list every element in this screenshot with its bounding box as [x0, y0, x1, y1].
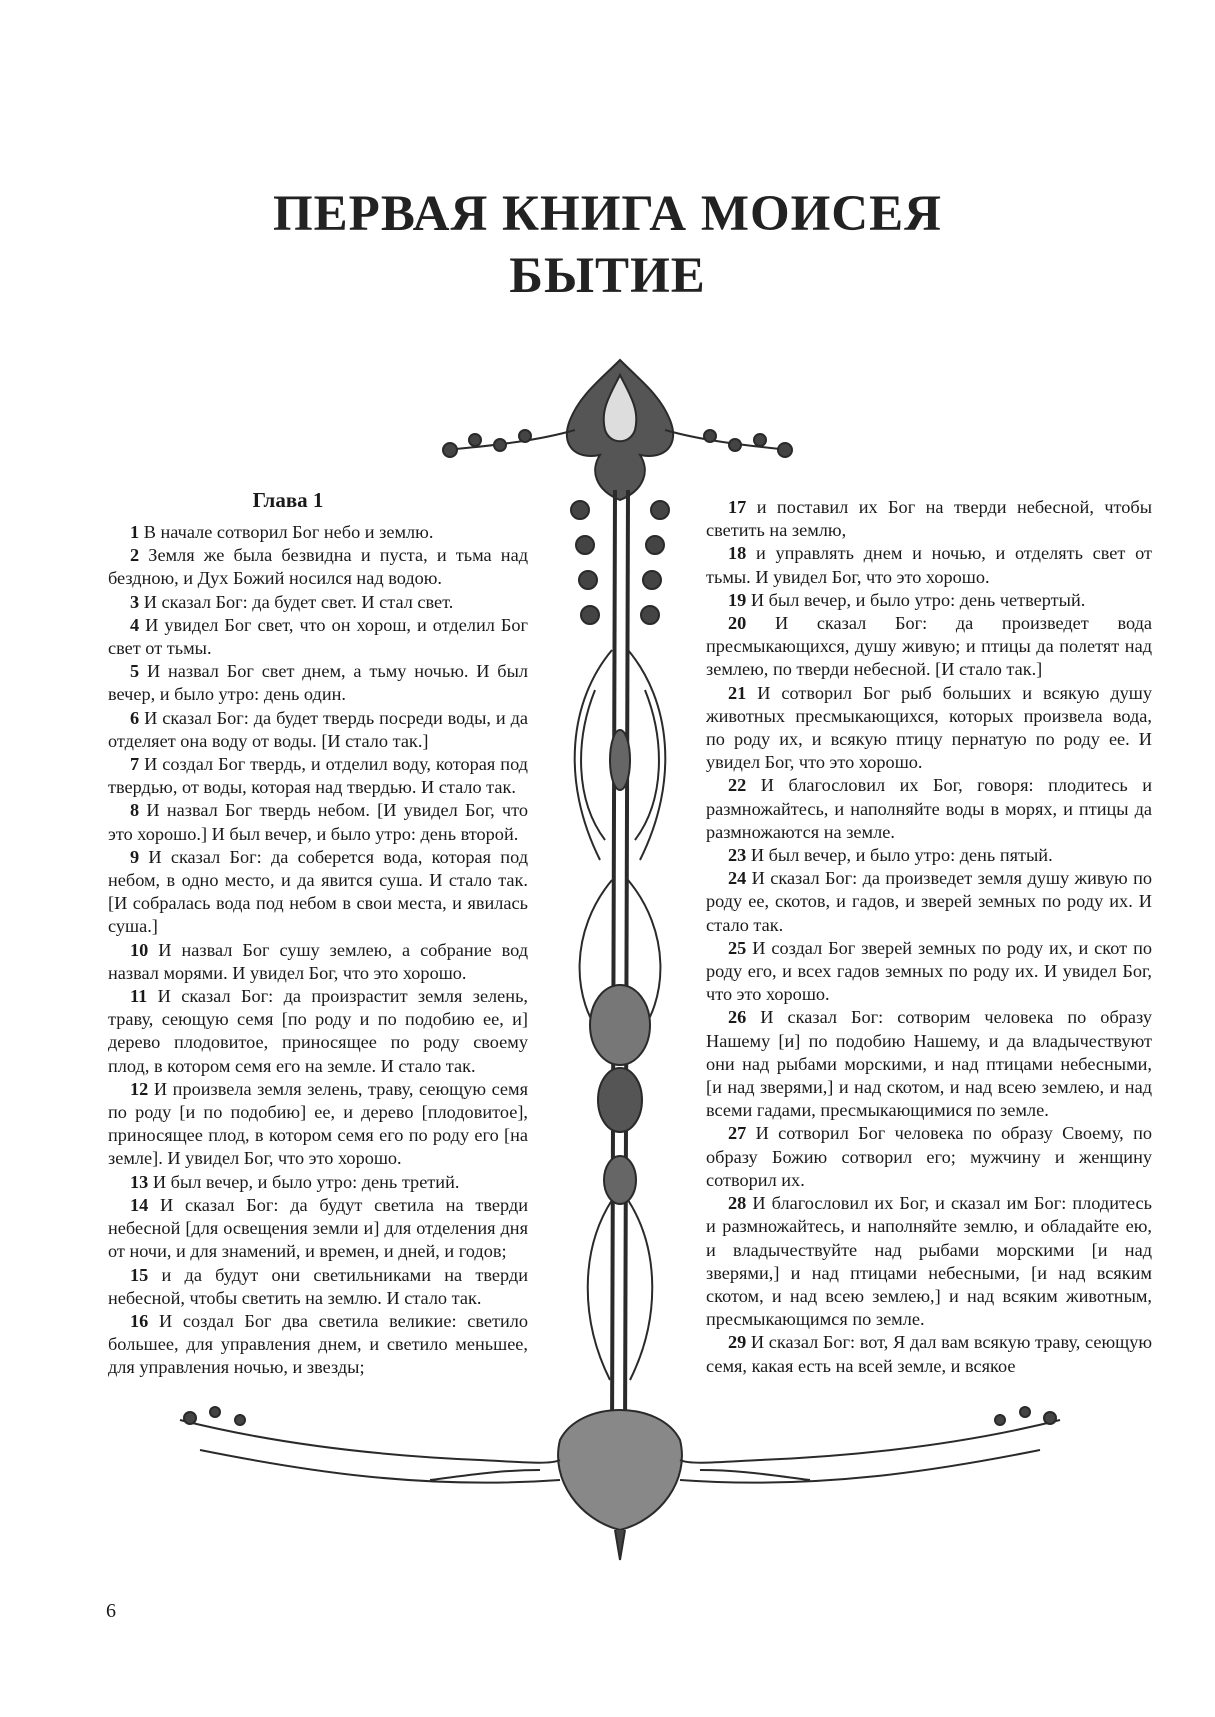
verse: [108, 1171, 528, 1194]
verse-text: В начале сотворил Бог небо и землю.: [139, 522, 434, 542]
verse-number: 22: [728, 775, 747, 796]
verse-text: И сказал Бог: вот, Я дал вам всякую траву, сеющую семя, какая есть на всей земле, и всякое: [706, 1332, 1152, 1376]
verse-number: 19: [728, 589, 747, 610]
verse-text: И создал Бог твердь, и отделил воду, которая под твердью, от воды, которая над твердью. И стало так.: [108, 754, 528, 798]
verse-text: И сотворил Бог человека по образу Своему, по образу Божию сотворил его; мужчину и женщину сотворил их.: [706, 1123, 1152, 1190]
verse-number: 21: [728, 682, 747, 703]
verse-number: 24: [728, 868, 747, 889]
verse-number: 10: [130, 939, 149, 960]
verse: [706, 774, 1152, 844]
verse: [108, 1194, 528, 1264]
verse-number: 1: [130, 522, 140, 542]
verse-text: И благословил их Бог, говоря: плодитесь и размножайтесь, и наполняйте воды в морях, и птицы да размножаются на земле.: [706, 775, 1152, 842]
verse: [108, 544, 528, 590]
book-title: [0, 183, 1215, 307]
verse-number: 4: [130, 614, 140, 635]
verse: [108, 799, 528, 845]
verse: [108, 591, 528, 614]
verse-text: И благословил их Бог, и сказал им Бог: плодитесь и размножайтесь, и наполняйте землю, и обладайте ею, и владычествуйте над рыбами морскими [и над зверями,] и над птицами небесными, [и над всяким скотом, и над всею землею,] и над всяким животным, пресмыкающимся по земле.: [706, 1193, 1152, 1330]
verse-text: И сказал Бог: да произрастит земля зелень, траву, сеющую семя [по роду и по подобию ее, и] дерево плодовитое, приносящее по роду своему плод, в котором семя его на земле. И стало так.: [108, 986, 528, 1076]
verse-text: И увидел Бог свет, что он хорош, и отделил Бог свет от тьмы.: [108, 614, 528, 659]
verse-number: 11: [130, 986, 148, 1007]
verse: [706, 1006, 1152, 1122]
verse-text: И сказал Бог: да произведет земля душу живую по роду ее, скотов, и гадов, и зверей земных по роду их. И стало так.: [706, 868, 1152, 935]
left-verse-list: [108, 521, 528, 1380]
right-text-column: [706, 496, 1152, 1378]
verse: [108, 707, 528, 753]
verse-text: И сказал Бог: да будет свет. И стал свет.: [139, 591, 454, 612]
verse-number: 26: [728, 1007, 747, 1028]
verse-number: 8: [130, 800, 140, 821]
verse: [108, 614, 528, 660]
verse-text: И был вечер, и было утро: день третий.: [148, 1171, 460, 1192]
verse: [108, 521, 528, 544]
verse: [706, 612, 1152, 682]
verse-number: 16: [130, 1310, 149, 1331]
verse: [706, 589, 1152, 612]
left-text-column: [108, 485, 528, 1380]
verse-text: И сказал Бог: да будут светила на тверди небесной [для освещения земли и] для отделения дня от ночи, и для знамений, и времен, и дней, и годов;: [108, 1194, 528, 1262]
verse-number: 14: [130, 1194, 149, 1215]
page-number: 6: [106, 1600, 116, 1622]
right-verse-list: [706, 496, 1152, 1378]
verse: [108, 1264, 528, 1310]
verse: [706, 1192, 1152, 1331]
verse: [108, 1078, 528, 1171]
verse-text: и управлять днем и ночью, и отделять свет от тьмы. И увидел Бог, что это хорошо.: [706, 543, 1152, 587]
verse-text: И произвела земля зелень, траву, сеющую семя по роду [и по подобию] ее, и дерево [плодовитое], приносящее плод, в котором семя его по роду его [на земле]. И увидел Бог, что это хорошо.: [108, 1078, 528, 1169]
verse-number: 25: [728, 937, 747, 958]
verse: [108, 660, 528, 706]
verse-text: И сотворил Бог рыб больших и всякую душу животных пресмыкающихся, которых произвела вода, по роду их, и всякую птицу пернатую по роду ее. И увидел Бог, что это хорошо.: [706, 682, 1152, 773]
verse: [706, 1331, 1152, 1377]
verse: [706, 496, 1152, 542]
verse-number: 17: [728, 497, 747, 517]
verse-text: И назвал Бог твердь небом. [И увидел Бог, что это хорошо.] И был вечер, и было утро: день второй.: [108, 800, 528, 844]
verse-text: И сказал Бог: сотворим человека по образу Нашему [и] по подобию Нашему, и да владычествуют они над рыбами морскими, и над птицами небесными, [и над зверями,] и над скотом, и над всею землею, и над всеми гадами, пресмыкающимися по земле.: [706, 1007, 1152, 1121]
verse: [706, 1122, 1152, 1192]
verse-text: И создал Бог два светила великие: светило большее, для управления днем, и светило меньшее, для управления ночью, и звезды;: [108, 1310, 528, 1378]
verse: [706, 542, 1152, 588]
verse-text: И сказал Бог: да произведет вода пресмыкающихся, душу живую; и птицы да полетят над землею, по тверди небесной. [И стало так.]: [706, 613, 1152, 680]
verse-number: 13: [130, 1171, 149, 1192]
verse-number: 23: [728, 845, 747, 866]
verse: [108, 939, 528, 985]
verse: [706, 682, 1152, 775]
verse: [108, 985, 528, 1078]
verse: [706, 937, 1152, 1007]
verse-text: И был вечер, и было утро: день четвертый.: [746, 589, 1086, 610]
verse-text: И назвал Бог сушу землею, а собрание вод назвал морями. И увидел Бог, что это хорошо.: [108, 939, 528, 983]
verse-number: 15: [130, 1264, 149, 1285]
verse-number: 6: [130, 707, 140, 728]
verse-number: 12: [130, 1078, 149, 1099]
verse-number: 18: [728, 543, 747, 564]
verse-text: и поставил их Бог на тверди небесной, чтобы светить на землю,: [706, 497, 1152, 541]
verse-number: 20: [728, 613, 747, 634]
verse: [706, 867, 1152, 937]
verse: [108, 753, 528, 799]
verse: [108, 1310, 528, 1380]
verse: [706, 844, 1152, 867]
verse-number: 27: [728, 1123, 747, 1144]
verse-text: И сказал Бог: да соберется вода, которая под небом, в одно место, и да явится суша. И стало так. [И собралась вода под небом в свои места, и явилась суша.]: [108, 846, 528, 937]
verse-text: И был вечер, и было утро: день пятый.: [746, 845, 1053, 866]
verse-number: 29: [728, 1332, 747, 1353]
verse-text: и да будут они светильниками на тверди небесной, чтобы светить на землю. И стало так.: [108, 1264, 528, 1308]
book-title-line2: БЫТИЕ: [509, 248, 706, 304]
verse-text: И назвал Бог свет днем, а тьму ночью. И был вечер, и было утро: день один.: [108, 661, 528, 705]
verse-number: 2: [130, 545, 140, 566]
verse-number: 5: [130, 661, 140, 682]
verse-text: И сказал Бог: да будет твердь посреди воды, и да отделяет она воду от воды. [И стало так.]: [108, 707, 528, 751]
verse: [108, 846, 528, 939]
chapter-heading: Глава 1: [252, 488, 324, 512]
verse-number: 7: [130, 754, 140, 775]
verse-number: 9: [130, 846, 140, 867]
book-title-line1: ПЕРВАЯ КНИГА МОИСЕЯ: [272, 186, 942, 242]
verse-number: 28: [728, 1193, 747, 1214]
verse-text: И создал Бог зверей земных по роду их, и скот по роду его, и всех гадов земных по роду их. И увидел Бог, что это хорошо.: [706, 937, 1152, 1005]
verse-number: 3: [130, 591, 140, 612]
verse-text: Земля же была безвидна и пуста, и тьма над бездною, и Дух Божий носился над водою.: [108, 545, 528, 589]
